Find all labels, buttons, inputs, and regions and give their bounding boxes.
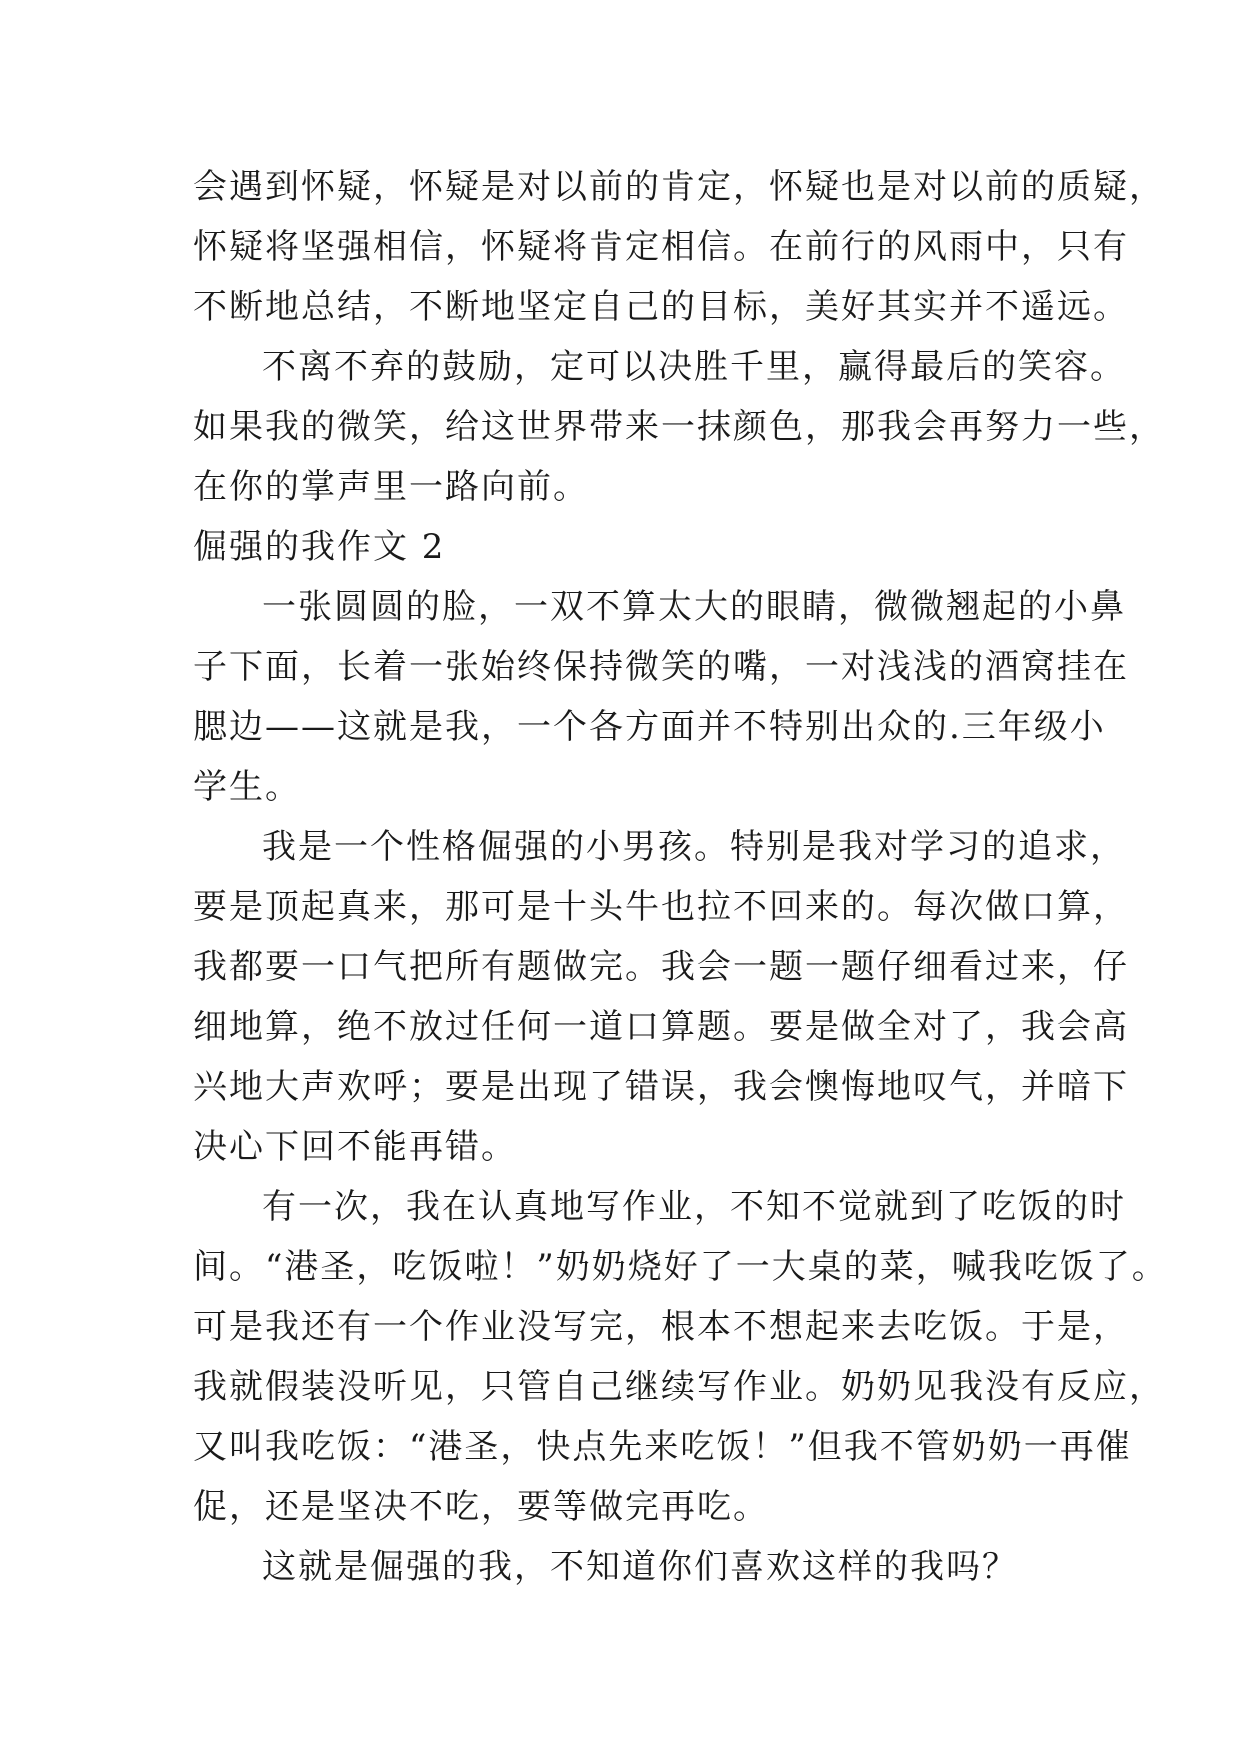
text-line: 腮边——这就是我，一个各方面并不特别出众的.三年级小 [193,707,1106,747]
text-line: 子下面，长着一张始终保持微笑的嘴，一对浅浅的酒窝挂在 [193,647,1129,687]
paragraph-first-line: 这就是倔强的我，不知道你们喜欢这样的我吗？ [262,1547,1018,1587]
text-line: 细地算，绝不放过任何一道口算题。要是做全对了，我会高 [193,1007,1129,1047]
paragraph-first-line: 我是一个性格倔强的小男孩。特别是我对学习的追求， [262,827,1126,867]
text-line: 决心下回不能再错。 [193,1127,517,1167]
paragraph-first-line: 有一次，我在认真地写作业，不知不觉就到了吃饭的时 [262,1187,1126,1227]
text-line: 会遇到怀疑，怀疑是对以前的肯定，怀疑也是对以前的质疑， [193,167,1165,207]
text-line: 学生。 [193,767,301,807]
text-line: 怀疑将坚强相信，怀疑将肯定相信。在前行的风雨中，只有 [193,227,1129,267]
text-line: 间。“港圣，吃饭啦！”奶奶烧好了一大桌的菜，喊我吃饭了。 [193,1247,1168,1287]
text-line: 我都要一口气把所有题做完。我会一题一题仔细看过来，仔 [193,947,1129,987]
text-line: 要是顶起真来，那可是十头牛也拉不回来的。每次做口算， [193,887,1129,927]
text-line: 可是我还有一个作业没写完，根本不想起来去吃饭。于是， [193,1307,1129,1347]
paragraph-first-line: 一张圆圆的脸，一双不算太大的眼睛，微微翘起的小鼻 [262,587,1126,627]
text-line: 在你的掌声里一路向前。 [193,467,589,507]
text-line: 我就假装没听见，只管自己继续写作业。奶奶见我没有反应， [193,1367,1165,1407]
text-line: 兴地大声欢呼；要是出现了错误，我会懊悔地叹气，并暗下 [193,1067,1129,1107]
text-line: 又叫我吃饭：“港圣，快点先来吃饭！”但我不管奶奶一再催 [193,1427,1132,1467]
text-line: 不断地总结，不断地坚定自己的目标，美好其实并不遥远。 [193,287,1129,327]
text-line: 如果我的微笑，给这世界带来一抹颜色，那我会再努力一些， [193,407,1165,447]
paragraph-first-line: 不离不弃的鼓励，定可以决胜千里，赢得最后的笑容。 [262,347,1126,387]
essay-heading: 倔强的我作文 2 [193,527,446,567]
text-line: 促，还是坚决不吃，要等做完再吃。 [193,1487,769,1527]
